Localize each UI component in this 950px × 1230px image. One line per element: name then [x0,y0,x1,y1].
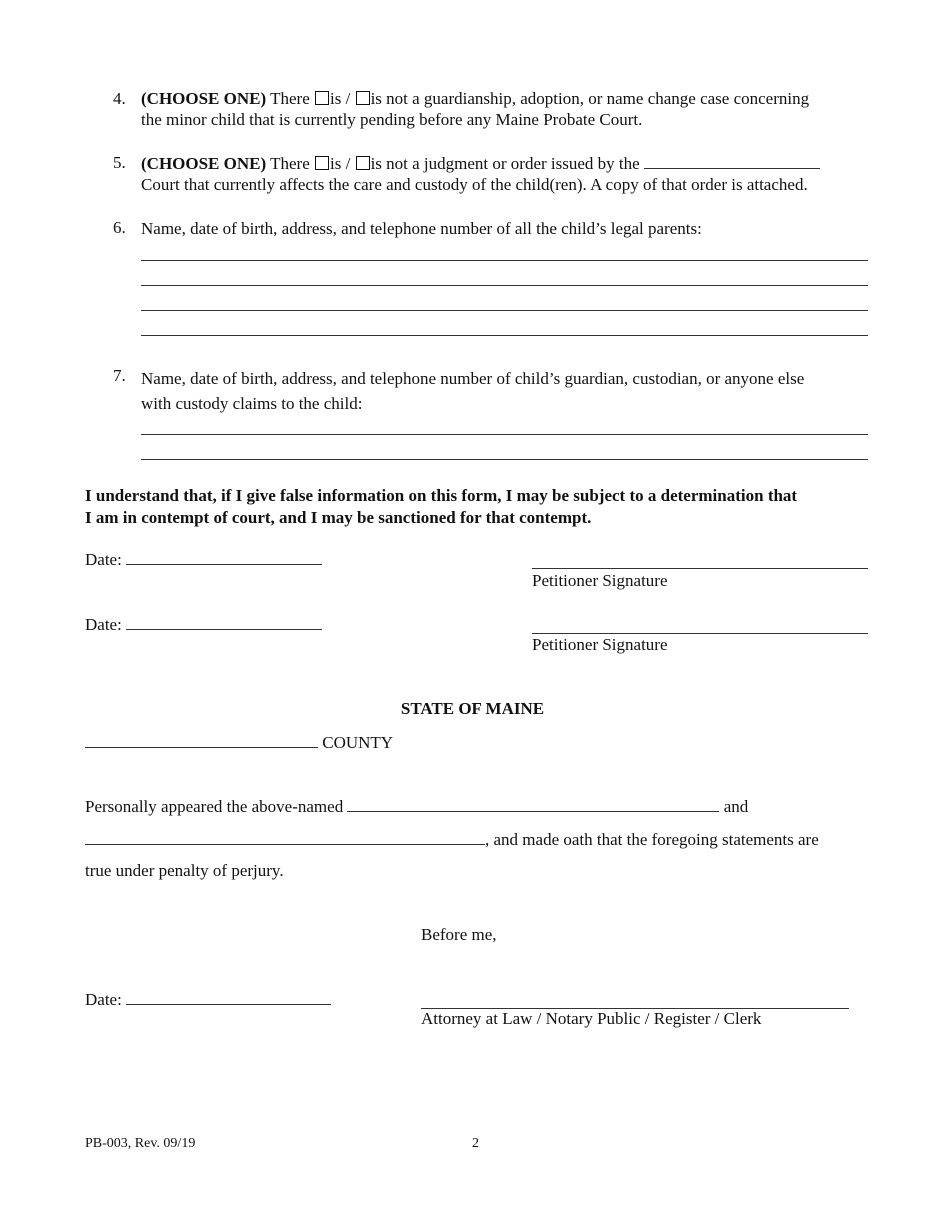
page-number: 2 [472,1136,479,1151]
date-3 [85,989,331,1010]
parents-line-3[interactable] [141,310,868,311]
item-6-number: 6. [113,218,126,237]
item-4-is-checkbox[interactable] [315,91,329,105]
custody-line-1[interactable] [141,434,868,435]
petitioner-signature-1-label: Petitioner Signature [532,571,668,590]
petitioner-signature-1-line[interactable] [532,568,868,569]
appeared-and: and [723,797,749,816]
date-2-field[interactable] [126,614,322,630]
item-5-is-checkbox[interactable] [315,156,329,170]
county-field[interactable] [85,732,318,748]
item-5-is-not-checkbox[interactable] [356,156,370,170]
parents-line-1[interactable] [141,260,868,261]
date-2 [85,614,322,635]
officer-label: Attorney at Law / Notary Public / Register / Clerk [421,1009,762,1028]
item-4-there: There [270,89,310,108]
parents-line-4[interactable] [141,335,868,336]
item-4-is-not-checkbox[interactable] [356,91,370,105]
item-7-number: 7. [113,366,126,385]
item-6-text: Name, date of birth, address, and telephone number of all the child’s legal parents: [141,219,702,238]
item-5 [141,153,868,195]
certification-line-2: I am in contempt of court, and I may be sanctioned for that contempt. [85,508,592,527]
item-4 [141,88,868,130]
parents-line-2[interactable] [141,285,868,286]
county-label: COUNTY [322,733,394,752]
date-3-field[interactable] [126,989,331,1005]
item-4-is-not-label: is not a guardianship, adoption, or name change case concerning [370,89,810,108]
date-1-label: Date: [85,550,122,569]
certification-line-1: I understand that, if I give false information on this form, I may be subject to a determination that [85,486,798,505]
date-1-field[interactable] [126,549,322,565]
court-name-field[interactable] [644,153,820,169]
second-name-field[interactable] [85,829,485,845]
form-id: PB-003, Rev. 09/19 [85,1136,196,1151]
item-4-number: 4. [113,89,126,108]
petitioner-signature-2-line[interactable] [532,633,868,634]
date-1 [85,549,322,570]
item-5-choose-label: (CHOOSE ONE) [141,154,267,173]
item-5-is-label: is / [330,154,351,173]
appeared-name-field[interactable] [347,796,719,812]
item-4-line2: the minor child that is currently pending before any Maine Probate Court. [141,110,643,129]
appeared-line [85,796,748,817]
date-3-label: Date: [85,990,122,1009]
petitioner-signature-2-label: Petitioner Signature [532,635,668,654]
item-4-choose-label: (CHOOSE ONE) [141,89,267,108]
item-5-there: There [270,154,310,173]
item-5-number: 5. [113,153,126,172]
item-7-line2: with custody claims to the child: [141,394,363,413]
oath-text: , and made oath that the foregoing statements are [485,830,819,849]
item-7 [141,366,868,416]
item-4-is-label: is / [330,89,351,108]
county-line [85,732,393,753]
item-5-line2: Court that currently affects the care and custody of the child(ren). A copy of that order is attached. [141,175,808,194]
certification [85,485,797,529]
perjury-text: true under penalty of perjury. [85,861,284,880]
item-7-text: Name, date of birth, address, and telephone number of child’s guardian, custodian, or anyone else [141,369,805,388]
before-me: Before me, [421,925,497,944]
date-2-label: Date: [85,615,122,634]
oath-line [85,829,819,850]
appeared-text: Personally appeared the above-named [85,797,344,816]
state-heading: STATE OF MAINE [400,699,545,718]
item-5-is-not-label: is not a judgment or order issued by the [370,154,640,173]
custody-line-2[interactable] [141,459,868,460]
